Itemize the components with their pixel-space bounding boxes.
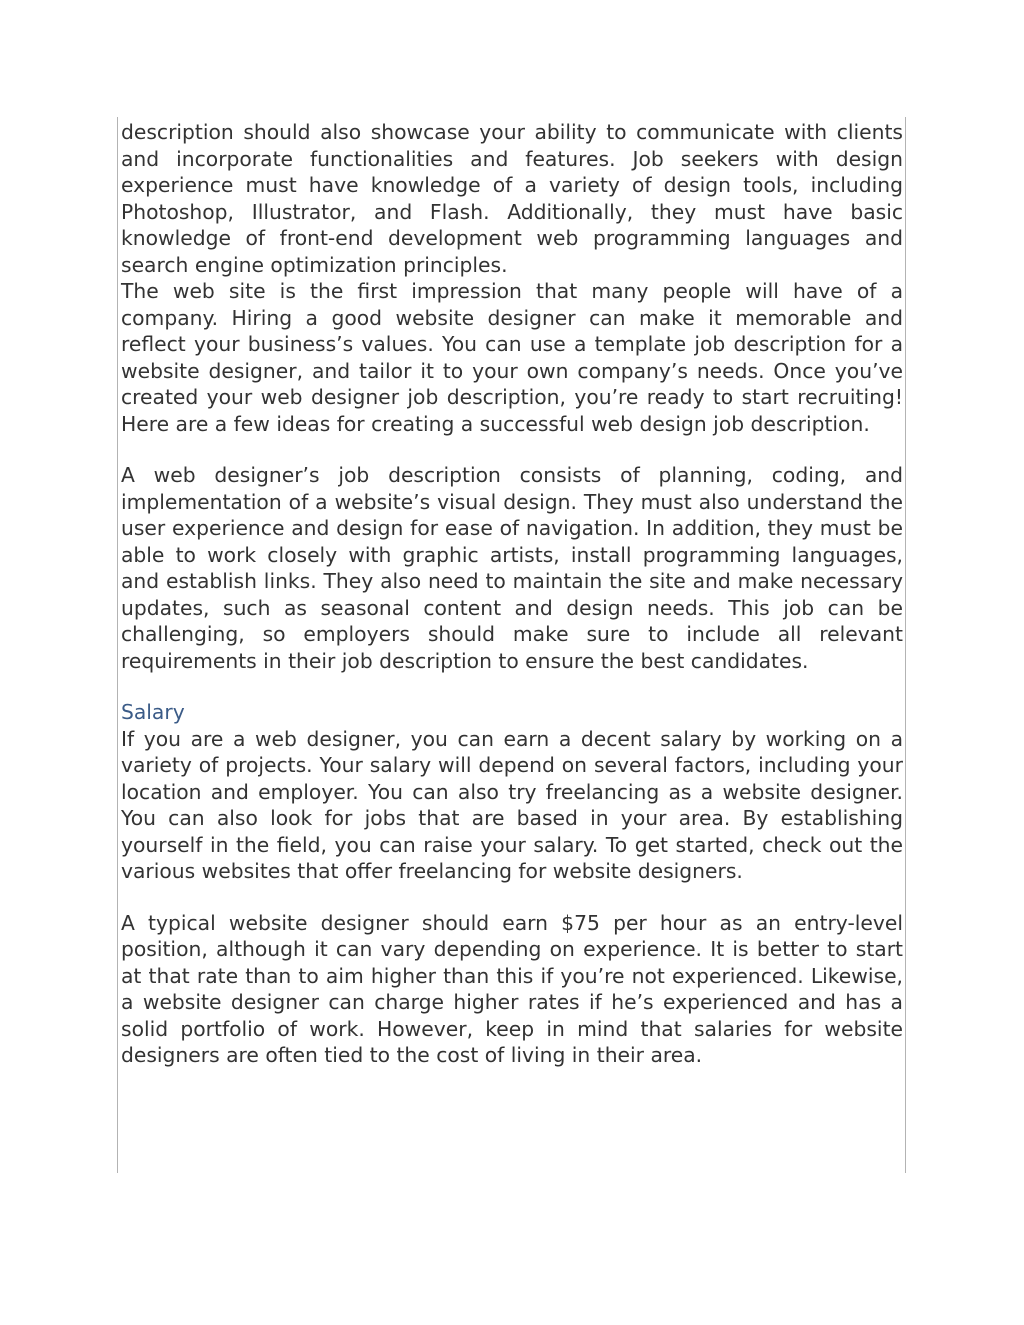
paragraph-spacer <box>121 885 903 910</box>
paragraph-job-description: A web designer’s job description consists of planning, coding, and implementation of a website’s visual design. They must also understand the user experience and design for ease of navigation. In addition, they must be able to work closely with graphic artists, install programming languages, and establish links. They also need to maintain the site and make necessary updates, such as seasonal content and design needs. This job can be challenging, so employers should make sure to include all relevant requirements in their job description to ensure the best candidates. <box>121 463 903 673</box>
paragraph-spacer <box>121 674 903 699</box>
paragraph-first-impression: The web site is the first impression that many people will have of a company. Hiring a good website designer can make it memorable and reflect your business’s values. You can use a template job description for a website designer, and tailor it to your own company’s needs. Once you’ve created your web designer job description, you’re ready to start recruiting! Here are a few ideas for creating a successful web design job description. <box>121 279 903 436</box>
paragraph-hourly-rate: A typical website designer should earn $75 per hour as an entry-level position, although it can vary depending on experience. It is better to start at that rate than to aim higher than this if you’re not experienced. Likewise, a website designer can charge higher rates if he’s experienced and has a solid portfolio of work. However, keep in mind that salaries for website designers are often tied to the cost of living in their area. <box>121 910 903 1067</box>
paragraph-salary-factors: If you are a web designer, you can earn a decent salary by working on a variety of projects. Your salary will depend on several factors, including your location and employer. You can also try freelancing as a website designer. You can also look for jobs that are based in your area. By establishing yourself in the field, you can raise your salary. To get started, check out the various websites that offer freelancing for website designers. <box>121 726 903 883</box>
section-heading-salary: Salary <box>121 700 185 724</box>
paragraph-spacer <box>121 437 903 462</box>
document-body <box>121 119 903 1069</box>
paragraph-design-skills: description should also showcase your ability to communicate with clients and incorporate functionalities and features. Job seekers with design experience must have knowledge of a variety of design tools, including Photoshop, Illustrator, and Flash. Additionally, they must have basic knowledge of front-end development web programming languages and search engine optimization principles. <box>121 120 903 277</box>
